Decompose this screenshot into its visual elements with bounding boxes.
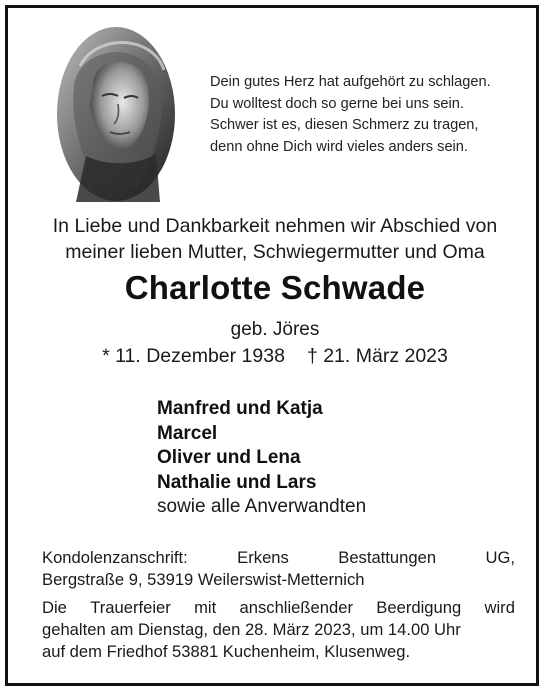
mourner-name: Manfred und Katja — [157, 398, 323, 419]
word: Kondolenzanschrift: — [42, 548, 188, 567]
mourner-name: Oliver und Lena — [157, 447, 301, 468]
mourners-list — [157, 397, 477, 520]
word: mit — [194, 598, 217, 617]
birth-name: geb. Jöres — [230, 319, 320, 340]
word: Trauerfeier — [90, 598, 171, 617]
relatives-line: sowie alle Anverwandten — [157, 496, 367, 517]
word: anschließender — [239, 598, 353, 617]
word: Erkens — [237, 548, 289, 567]
poem-line: denn ohne Dich wird vieles anders sein. — [210, 138, 468, 155]
birth-date: * 11. Dezember 1938 — [102, 345, 285, 367]
word: Bestattungen — [338, 548, 437, 567]
madonna-portrait — [56, 26, 176, 202]
word: Die — [42, 598, 67, 617]
funeral-line-2: gehalten am Dienstag, den 28. März 2023, um 14.00 Uhr — [42, 620, 461, 639]
word: UG, — [485, 548, 515, 567]
condolence-address — [42, 547, 515, 591]
funeral-details — [42, 597, 515, 663]
poem-line: Schwer ist es, diesen Schmerz zu tragen, — [210, 117, 479, 133]
poem — [210, 72, 530, 158]
poem-line: Du wolltest doch so gerne bei uns sein. — [210, 95, 464, 112]
life-dates — [0, 345, 550, 368]
poem-line: Dein gutes Herz hat aufgehört zu schlagen. — [210, 74, 491, 90]
funeral-line-1 — [42, 597, 515, 619]
word: Beerdigung — [376, 598, 462, 617]
deceased-name: Charlotte Schwade — [124, 269, 426, 306]
mourner-name: Nathalie und Lars — [157, 471, 317, 493]
mourner-name: Marcel — [157, 422, 218, 444]
word: wird — [484, 598, 515, 617]
intro-line: meiner lieben Mutter, Schwiegermutter und Oma — [65, 241, 485, 263]
intro-line: In Liebe und Dankbarkeit nehmen wir Abschied von — [52, 215, 498, 237]
death-date: † 21. März 2023 — [306, 345, 448, 367]
condolence-line-1 — [42, 547, 515, 569]
farewell-intro — [0, 213, 550, 265]
condolence-line-2: Bergstraße 9, 53919 Weilerswist-Metternich — [42, 570, 365, 589]
funeral-line-3: auf dem Friedhof 53881 Kuchenheim, Klusenweg. — [42, 642, 411, 661]
